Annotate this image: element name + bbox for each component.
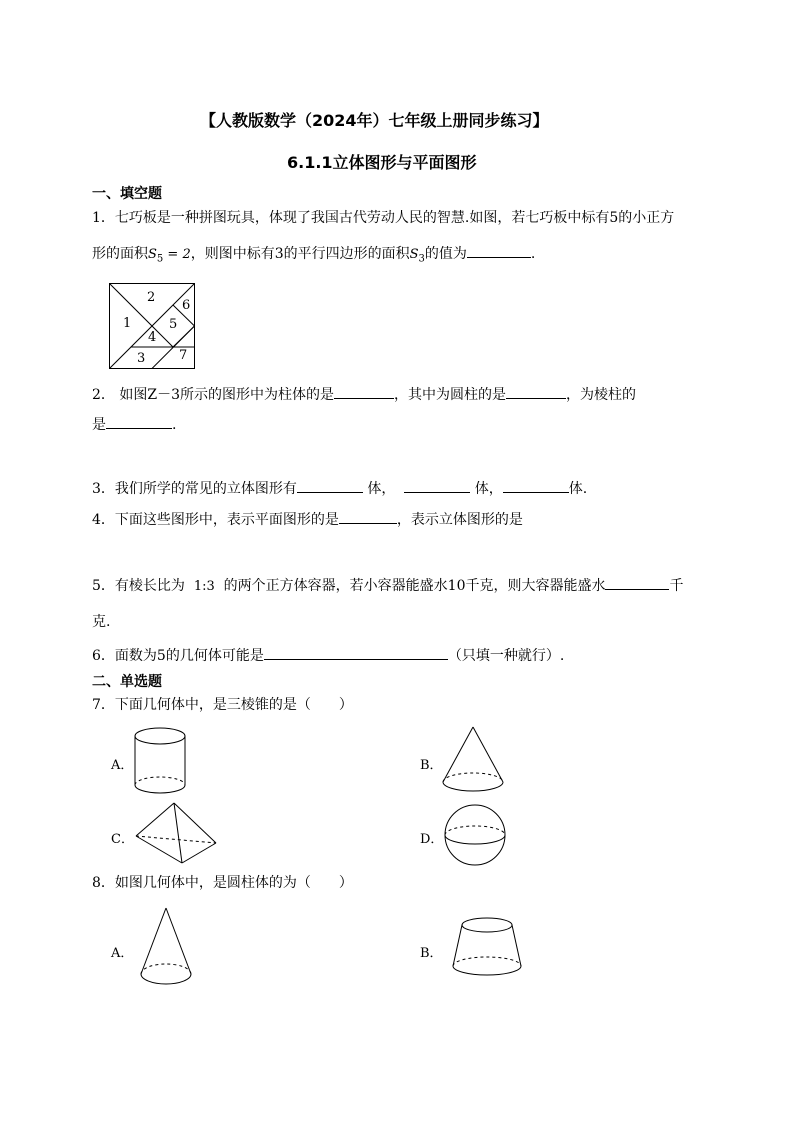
question-6 bbox=[92, 645, 564, 665]
question-1-line-1: 1．七巧板是一种拼图玩具，体现了我国古代劳动人民的智慧.如图，若七巧板中标有5的小正方 bbox=[92, 210, 675, 226]
q4-text-b: ，表示立体图形的是 bbox=[396, 512, 523, 528]
question-1-line-2 bbox=[92, 243, 535, 269]
q2-text-e: . bbox=[172, 417, 177, 433]
question-3 bbox=[92, 478, 587, 498]
answer-blank-q2-prism[interactable] bbox=[334, 384, 394, 399]
tangram-label-3: 3 bbox=[137, 351, 146, 366]
answer-blank-q4[interactable] bbox=[339, 509, 397, 524]
sphere-figure[interactable] bbox=[443, 803, 507, 867]
tangram-label-5: 5 bbox=[169, 317, 178, 332]
tangram-diagonal-1 bbox=[110, 284, 174, 348]
q3-text-a: 3．我们所学的常见的立体图形有 bbox=[92, 481, 297, 497]
q2-text-a: 2． 如图Z－3所示的图形中为柱体的是 bbox=[92, 387, 334, 403]
q1-text-d: . bbox=[530, 246, 536, 262]
answer-blank-q6[interactable] bbox=[264, 645, 448, 660]
s5-base: S bbox=[148, 247, 157, 262]
document-subtitle: 6.1.1立体图形与平面图形 bbox=[287, 153, 477, 172]
q5-text-c: 千 bbox=[669, 578, 684, 594]
q4-text-a: 4．下面这些图形中，表示平面图形的是 bbox=[92, 512, 339, 528]
q7-option-a-label[interactable]: A． bbox=[111, 758, 134, 773]
question-2-line-2 bbox=[92, 414, 176, 434]
answer-blank-q3-2[interactable] bbox=[404, 478, 470, 493]
question-8: 8．如图几何体中，是圆柱体的为（ ） bbox=[92, 875, 353, 891]
q5-text-a: 5．有棱长比为 bbox=[92, 578, 185, 594]
answer-blank-q1[interactable] bbox=[467, 243, 531, 258]
cone-figure-q8[interactable] bbox=[138, 906, 194, 988]
question-5-line-2: 克. bbox=[92, 614, 111, 630]
tangram-label-6: 6 bbox=[182, 298, 191, 313]
q3-text-c: 体， bbox=[470, 481, 503, 497]
q8-option-a-label[interactable]: A． bbox=[111, 946, 134, 961]
s5-expression bbox=[148, 247, 191, 265]
answer-blank-q3-3[interactable] bbox=[503, 478, 569, 493]
q8-option-b-label[interactable]: B． bbox=[420, 946, 443, 961]
answer-blank-q3-1[interactable] bbox=[297, 478, 363, 493]
q7-option-d-label[interactable]: D． bbox=[420, 832, 444, 847]
tangram-label-2: 2 bbox=[147, 290, 156, 305]
cone-figure[interactable] bbox=[440, 725, 506, 795]
tangram-figure bbox=[109, 283, 195, 369]
s3-base: S bbox=[409, 247, 419, 262]
cylinder-figure[interactable] bbox=[133, 726, 187, 796]
section-heading-single-choice: 二、单选题 bbox=[92, 674, 162, 690]
frustum-figure[interactable] bbox=[450, 916, 524, 980]
q2-text-d: 是 bbox=[92, 417, 106, 433]
question-7: 7．下面几何体中，是三棱锥的是（ ） bbox=[92, 697, 353, 713]
triangular-pyramid-figure[interactable] bbox=[134, 801, 218, 867]
question-2-line-1 bbox=[92, 384, 636, 404]
tangram-label-7: 7 bbox=[179, 348, 188, 363]
s3-sub: 3 bbox=[418, 253, 425, 265]
ratio-expression: 1:3 bbox=[193, 579, 215, 594]
answer-blank-q2-prism-2[interactable] bbox=[106, 414, 172, 429]
q2-text-c: ，为棱柱的 bbox=[566, 387, 636, 403]
q6-text-a: 6．面数为5的几何体可能是 bbox=[92, 648, 264, 664]
tangram-label-1: 1 bbox=[123, 316, 132, 331]
q5-text-b: 的两个正方体容器，若小容器能盛水10千克，则大容器能盛水 bbox=[223, 578, 606, 594]
q7-option-c-label[interactable]: C． bbox=[111, 832, 134, 847]
question-5-line-1 bbox=[92, 575, 683, 596]
section-heading-fill-blank: 一、填空题 bbox=[92, 186, 162, 202]
answer-blank-q5[interactable] bbox=[605, 575, 669, 590]
q7-option-b-label[interactable]: B． bbox=[420, 758, 443, 773]
q6-text-b: （只填一种就行）. bbox=[447, 648, 565, 664]
q1-text-a: 形的面积 bbox=[92, 246, 148, 262]
s5-eq: = 2 bbox=[163, 247, 191, 262]
q1-text-b: ，则图中标有3的平行四边形的面积 bbox=[190, 246, 410, 262]
tangram-label-4: 4 bbox=[148, 330, 157, 345]
q3-text-b: 体， bbox=[362, 481, 396, 497]
answer-blank-q2-cylinder[interactable] bbox=[506, 384, 566, 399]
s3-expression bbox=[409, 247, 425, 265]
question-4 bbox=[92, 509, 523, 529]
s5-sub: 5 bbox=[156, 253, 164, 265]
document-title: 【人教版数学（2024年）七年级上册同步练习】 bbox=[200, 111, 549, 130]
q2-text-b: ，其中为圆柱的是 bbox=[394, 387, 506, 403]
q1-text-c: 的值为 bbox=[424, 246, 467, 262]
q3-text-d: 体. bbox=[568, 481, 588, 497]
